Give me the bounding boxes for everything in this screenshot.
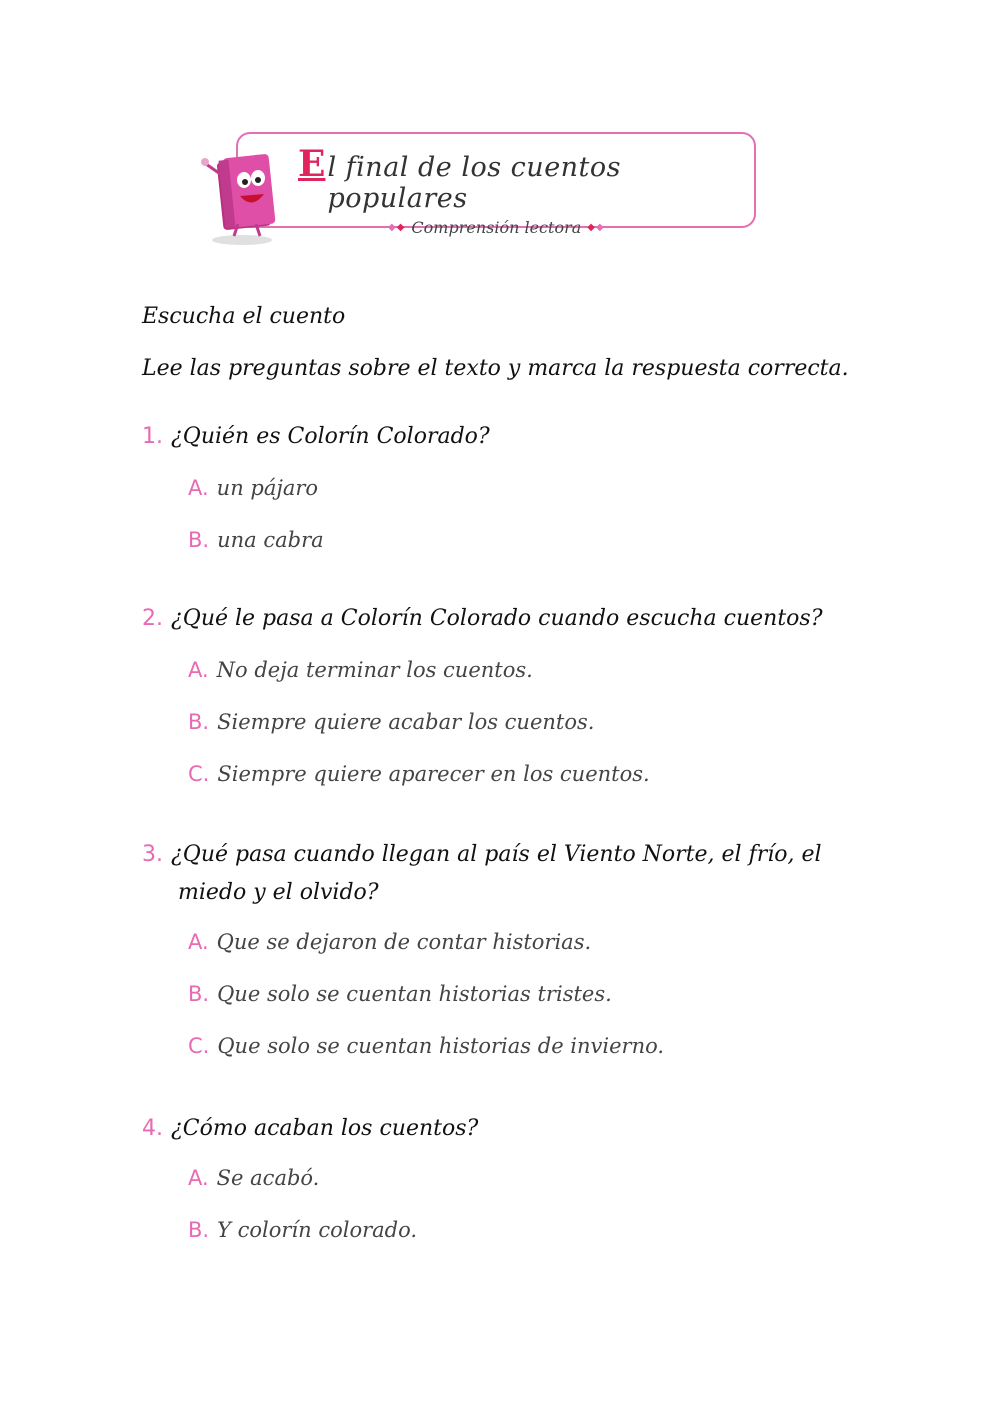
option-text: Siempre quiere aparecer en los cuentos. <box>217 762 650 786</box>
option-4b[interactable] <box>188 1218 417 1242</box>
option-letter: B. <box>188 982 210 1006</box>
option-text: Se acabó. <box>216 1166 320 1190</box>
title-text: l final de los cuentos populares <box>327 152 622 214</box>
option-4a[interactable] <box>188 1166 319 1190</box>
option-1b[interactable] <box>188 528 324 552</box>
option-text: Que solo se cuentan historias de invierno. <box>217 1034 665 1058</box>
option-text: Que solo se cuentan historias tristes. <box>217 982 612 1006</box>
question-text: ¿Quién es Colorín Colorado? <box>171 424 490 449</box>
option-3c[interactable] <box>188 1034 664 1058</box>
question-1 <box>142 424 490 449</box>
question-3-continued <box>178 880 379 905</box>
instruction-listen: Escucha el cuento <box>142 304 346 329</box>
question-number: 3. <box>142 842 163 867</box>
option-3b[interactable] <box>188 982 612 1006</box>
option-letter: A. <box>188 476 209 500</box>
question-number: 4. <box>142 1116 163 1141</box>
question-text-continued: miedo y el olvido? <box>178 880 379 905</box>
question-3 <box>142 842 822 867</box>
option-2a[interactable] <box>188 658 533 682</box>
diamond-ornament-icon: ◆◆ <box>587 222 605 233</box>
option-text: Y colorín colorado. <box>217 1218 418 1242</box>
title-block <box>298 143 748 237</box>
question-number: 1. <box>142 424 163 449</box>
subtitle <box>388 218 748 237</box>
option-letter: B. <box>188 1218 210 1242</box>
question-text: ¿Cómo acaban los cuentos? <box>171 1116 479 1141</box>
option-letter: A. <box>188 658 209 682</box>
book-mascot-icon <box>198 138 282 246</box>
title-drop-cap: E <box>298 143 326 185</box>
question-text: ¿Qué pasa cuando llegan al país el Viento Norte, el frío, el <box>171 842 822 867</box>
option-letter: C. <box>188 1034 210 1058</box>
option-letter: A. <box>188 1166 209 1190</box>
option-letter: B. <box>188 528 210 552</box>
question-4 <box>142 1116 478 1141</box>
page-title <box>298 143 748 214</box>
option-text: un pájaro <box>216 476 319 500</box>
option-text: No deja terminar los cuentos. <box>216 658 533 682</box>
option-text: una cabra <box>217 528 324 552</box>
diamond-ornament-icon: ◆◆ <box>388 222 406 233</box>
option-text: Siempre quiere acabar los cuentos. <box>217 710 595 734</box>
option-text: Que se dejaron de contar historias. <box>216 930 592 954</box>
option-letter: A. <box>188 930 209 954</box>
option-2b[interactable] <box>188 710 594 734</box>
option-letter: B. <box>188 710 210 734</box>
question-2 <box>142 606 823 631</box>
instruction-read: Lee las preguntas sobre el texto y marca la respuesta correcta. <box>142 356 849 381</box>
subtitle-text: Comprensión lectora <box>411 218 582 237</box>
option-1a[interactable] <box>188 476 318 500</box>
question-number: 2. <box>142 606 163 631</box>
option-2c[interactable] <box>188 762 650 786</box>
option-3a[interactable] <box>188 930 591 954</box>
question-text: ¿Qué le pasa a Colorín Colorado cuando escucha cuentos? <box>171 606 823 631</box>
option-letter: C. <box>188 762 210 786</box>
